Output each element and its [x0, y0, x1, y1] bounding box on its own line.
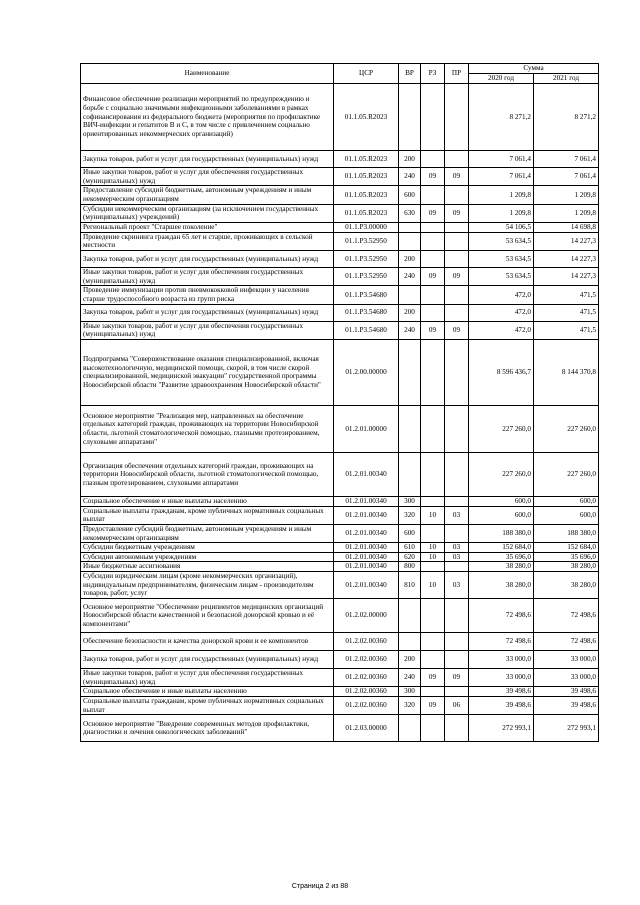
row-2021-cell: 14 698,8: [534, 222, 599, 232]
row-2020-cell: 53 634,5: [469, 268, 534, 286]
row-vr-cell: 630: [399, 204, 421, 222]
row-name-cell: Закупка товаров, работ и услуг для государственных (муниципальных) нужд: [81, 151, 334, 168]
row-rz-cell: [421, 151, 445, 168]
table-row: [81, 572, 599, 599]
row-name-cell: Иные закупки товаров, работ и услуг для обеспечения государственных (муниципальных) нужд: [81, 321, 334, 339]
row-2020-cell: 54 106,5: [469, 222, 534, 232]
row-rz-cell: [421, 524, 445, 542]
row-csr-cell: 01.1.05.R2023: [334, 168, 399, 186]
row-name-cell: Закупка товаров, работ и услуг для государственных (муниципальных) нужд: [81, 251, 334, 268]
row-2020-cell: 8 596 436,7: [469, 339, 534, 405]
row-2021-cell: 272 993,1: [534, 715, 599, 742]
row-2021-cell: 7 061,4: [534, 151, 599, 168]
row-vr-cell: 240: [399, 321, 421, 339]
row-rz-cell: 09: [421, 321, 445, 339]
row-2020-cell: 53 634,5: [469, 232, 534, 250]
row-2020-cell: 39 498,6: [469, 687, 534, 697]
row-pr-cell: [445, 286, 469, 304]
row-2020-cell: 472,0: [469, 321, 534, 339]
row-pr-cell: [445, 633, 469, 651]
row-csr-cell: 01.1.05.R2023: [334, 186, 399, 204]
row-2021-cell: 14 227,3: [534, 268, 599, 286]
table-row: [81, 84, 599, 151]
row-pr-cell: [445, 715, 469, 742]
row-csr-cell: 01.2.01.00000: [334, 405, 399, 452]
table-row: [81, 268, 599, 286]
table-row: [81, 552, 599, 562]
row-pr-cell: [445, 405, 469, 452]
row-2020-cell: 7 061,4: [469, 168, 534, 186]
row-2020-cell: 33 000,0: [469, 669, 534, 687]
row-vr-cell: 610: [399, 543, 421, 553]
row-rz-cell: 09: [421, 168, 445, 186]
row-name-cell: Основное мероприятие "Обеспечение реципиентов медицинских организаций Новосибирской области качественной и безопасной донорской кровью и её компонентами": [81, 599, 334, 633]
row-rz-cell: 10: [421, 572, 445, 599]
row-2021-cell: 33 000,0: [534, 669, 599, 687]
row-name-cell: Субсидии юридическим лицам (кроме некоммерческих организаций), индивидуальным предпринимателям, физическим лицам - производителям товаров, работ, услуг: [81, 572, 334, 599]
row-2021-cell: 72 498,6: [534, 599, 599, 633]
row-2021-cell: 227 260,0: [534, 452, 599, 496]
row-rz-cell: [421, 496, 445, 506]
row-name-cell: Социальное обеспечение и иные выплаты населению: [81, 496, 334, 506]
row-csr-cell: 01.1.P3.00000: [334, 222, 399, 232]
row-pr-cell: [445, 151, 469, 168]
row-csr-cell: 01.1.P3.52950: [334, 268, 399, 286]
row-2020-cell: 38 280,0: [469, 572, 534, 599]
row-rz-cell: [421, 651, 445, 669]
row-2020-cell: 7 061,4: [469, 151, 534, 168]
row-2020-cell: 152 684,0: [469, 543, 534, 553]
row-vr-cell: [399, 286, 421, 304]
row-2021-cell: 38 280,0: [534, 562, 599, 572]
row-vr-cell: 600: [399, 524, 421, 542]
table-row: [81, 204, 599, 222]
row-name-cell: Иные бюджетные ассигнования: [81, 562, 334, 572]
row-vr-cell: 240: [399, 268, 421, 286]
row-vr-cell: 200: [399, 304, 421, 321]
row-csr-cell: 01.2.01.00340: [334, 496, 399, 506]
table-row: [81, 251, 599, 268]
row-pr-cell: [445, 524, 469, 542]
row-2021-cell: 1 209,8: [534, 186, 599, 204]
table-row: [81, 232, 599, 250]
row-rz-cell: [421, 452, 445, 496]
row-name-cell: Социальные выплаты гражданам, кроме публичных нормативных социальных выплат: [81, 697, 334, 715]
row-vr-cell: [399, 452, 421, 496]
table-row: [81, 168, 599, 186]
row-2021-cell: 152 684,0: [534, 543, 599, 553]
row-vr-cell: 600: [399, 186, 421, 204]
row-pr-cell: [445, 452, 469, 496]
row-2021-cell: 8 144 370,8: [534, 339, 599, 405]
table-row: [81, 321, 599, 339]
row-2021-cell: 471,5: [534, 304, 599, 321]
budget-table: [80, 63, 599, 742]
row-2020-cell: 8 271,2: [469, 84, 534, 151]
row-2020-cell: 472,0: [469, 286, 534, 304]
table-row: [81, 599, 599, 633]
table-row: [81, 151, 599, 168]
row-vr-cell: 320: [399, 697, 421, 715]
row-2020-cell: 39 498,6: [469, 697, 534, 715]
row-vr-cell: [399, 599, 421, 633]
row-rz-cell: 10: [421, 552, 445, 562]
row-vr-cell: [399, 633, 421, 651]
row-csr-cell: 01.2.01.00340: [334, 552, 399, 562]
row-name-cell: Организация обеспечения отдельных категорий граждан, проживающих на территории Новосибирской области, льготной стоматологической помощью, глазным протезированием, слуховыми аппаратами: [81, 452, 334, 496]
row-csr-cell: 01.1.P3.54680: [334, 286, 399, 304]
row-csr-cell: 01.1.05.R2023: [334, 151, 399, 168]
row-vr-cell: 810: [399, 572, 421, 599]
row-2021-cell: 471,5: [534, 286, 599, 304]
row-csr-cell: 01.2.02.00360: [334, 633, 399, 651]
row-pr-cell: 09: [445, 321, 469, 339]
row-rz-cell: [421, 599, 445, 633]
table-row: [81, 715, 599, 742]
row-csr-cell: 01.2.03.00000: [334, 715, 399, 742]
row-rz-cell: [421, 562, 445, 572]
table-row: [81, 669, 599, 687]
row-pr-cell: 03: [445, 506, 469, 524]
row-name-cell: Основное мероприятие "Внедрение современных методов профилактики, диагностики и лечения онкологических заболеваний": [81, 715, 334, 742]
row-csr-cell: 01.2.01.00340: [334, 452, 399, 496]
row-name-cell: Финансовое обеспечение реализации мероприятий по предупреждению и борьбе с социально значимыми инфекционными заболеваниями в рамках софинансирования из федерального бюджета (мероприятия по профилактике ВИЧ-инфекции и гепатитов В и С, в том числе с привлечением социально ориентированных некоммерческих организаций): [81, 84, 334, 151]
table-row: [81, 222, 599, 232]
column-header-2021: 2021 год: [534, 74, 599, 84]
row-vr-cell: [399, 222, 421, 232]
row-vr-cell: [399, 715, 421, 742]
row-vr-cell: [399, 405, 421, 452]
row-2020-cell: 188 380,0: [469, 524, 534, 542]
row-2020-cell: 1 209,8: [469, 204, 534, 222]
row-csr-cell: 01.1.P3.52950: [334, 251, 399, 268]
row-vr-cell: 320: [399, 506, 421, 524]
row-2021-cell: 38 280,0: [534, 572, 599, 599]
row-2020-cell: 38 280,0: [469, 562, 534, 572]
row-vr-cell: 240: [399, 168, 421, 186]
row-2020-cell: 227 260,0: [469, 452, 534, 496]
row-vr-cell: 240: [399, 669, 421, 687]
row-rz-cell: 10: [421, 543, 445, 553]
row-2021-cell: 188 380,0: [534, 524, 599, 542]
row-name-cell: Проведение скрининга граждан 65 лет и старше, проживающих в сельской местности: [81, 232, 334, 250]
row-rz-cell: [421, 633, 445, 651]
row-csr-cell: 01.2.01.00340: [334, 524, 399, 542]
row-2020-cell: 600,0: [469, 506, 534, 524]
row-name-cell: Предоставление субсидий бюджетным, автономным учреждениям и иным некоммерческим организациям: [81, 524, 334, 542]
row-vr-cell: 200: [399, 651, 421, 669]
row-2021-cell: 8 271,2: [534, 84, 599, 151]
row-2021-cell: 14 227,3: [534, 251, 599, 268]
row-name-cell: Обеспечение безопасности и качества донорской крови и ее компонентов: [81, 633, 334, 651]
table-row: [81, 304, 599, 321]
row-csr-cell: 01.2.02.00360: [334, 687, 399, 697]
row-2021-cell: 227 260,0: [534, 405, 599, 452]
row-2021-cell: 72 498,6: [534, 633, 599, 651]
row-2021-cell: 39 498,6: [534, 697, 599, 715]
row-rz-cell: [421, 339, 445, 405]
row-2021-cell: 14 227,3: [534, 232, 599, 250]
column-header-rz: РЗ: [421, 64, 445, 84]
row-name-cell: Социальное обеспечение и иные выплаты населению: [81, 687, 334, 697]
row-2020-cell: 53 634,5: [469, 251, 534, 268]
row-csr-cell: 01.2.01.00340: [334, 506, 399, 524]
row-vr-cell: 620: [399, 552, 421, 562]
row-pr-cell: [445, 232, 469, 250]
table-row: [81, 633, 599, 651]
row-name-cell: Основное мероприятие "Реализация мер, направленных на обеспечение отдельных категорий граждан, проживающих на территории Новосибирской области, льготной стоматологической помощью, глазными протезированием, слуховыми аппаратами": [81, 405, 334, 452]
row-csr-cell: 01.2.01.00340: [334, 543, 399, 553]
row-pr-cell: [445, 84, 469, 151]
row-vr-cell: 800: [399, 562, 421, 572]
row-pr-cell: [445, 651, 469, 669]
row-csr-cell: 01.1.P3.52950: [334, 232, 399, 250]
row-2021-cell: 33 000,0: [534, 651, 599, 669]
row-rz-cell: 09: [421, 697, 445, 715]
row-name-cell: Региональный проект "Старшее поколение": [81, 222, 334, 232]
table-row: [81, 687, 599, 697]
table-row: [81, 562, 599, 572]
row-rz-cell: 09: [421, 204, 445, 222]
row-rz-cell: 10: [421, 506, 445, 524]
column-header-sum: Сумма: [469, 64, 599, 74]
row-vr-cell: [399, 339, 421, 405]
row-vr-cell: [399, 84, 421, 151]
row-csr-cell: 01.2.01.00340: [334, 562, 399, 572]
row-name-cell: Иные закупки товаров, работ и услуг для обеспечения государственных (муниципальных) нужд: [81, 168, 334, 186]
row-2021-cell: 600,0: [534, 506, 599, 524]
row-pr-cell: [445, 186, 469, 204]
table-row: [81, 186, 599, 204]
row-rz-cell: [421, 84, 445, 151]
row-rz-cell: 09: [421, 268, 445, 286]
row-name-cell: Иные закупки товаров, работ и услуг для обеспечения государственных (муниципальных) нужд: [81, 669, 334, 687]
row-csr-cell: 01.1.P3.54680: [334, 304, 399, 321]
row-rz-cell: [421, 222, 445, 232]
row-pr-cell: [445, 599, 469, 633]
table-row: [81, 405, 599, 452]
row-pr-cell: [445, 304, 469, 321]
row-2021-cell: 39 498,6: [534, 687, 599, 697]
row-csr-cell: 01.2.02.00360: [334, 697, 399, 715]
table-row: [81, 452, 599, 496]
table-row: [81, 339, 599, 405]
page-footer: Страница 2 из 88: [291, 883, 349, 890]
row-2020-cell: 72 498,6: [469, 633, 534, 651]
row-pr-cell: [445, 496, 469, 506]
row-name-cell: Проведение иммунизации против пневмококковой инфекции у населения старше трудоспособного возраста из групп риска: [81, 286, 334, 304]
table-row: [81, 506, 599, 524]
row-vr-cell: 300: [399, 687, 421, 697]
row-pr-cell: 03: [445, 543, 469, 553]
table-row: [81, 524, 599, 542]
table-row: [81, 651, 599, 669]
row-2020-cell: 227 260,0: [469, 405, 534, 452]
row-pr-cell: 06: [445, 697, 469, 715]
table-row: [81, 697, 599, 715]
column-header-vr: ВР: [399, 64, 421, 84]
row-pr-cell: 09: [445, 669, 469, 687]
row-name-cell: Социальные выплаты гражданам, кроме публичных нормативных социальных выплат: [81, 506, 334, 524]
row-name-cell: Субсидии автономным учреждениям: [81, 552, 334, 562]
row-csr-cell: 01.2.02.00360: [334, 651, 399, 669]
row-rz-cell: [421, 286, 445, 304]
table-body: [81, 84, 599, 742]
row-vr-cell: 200: [399, 251, 421, 268]
row-csr-cell: 01.2.02.00360: [334, 669, 399, 687]
row-pr-cell: 09: [445, 268, 469, 286]
row-name-cell: Субсидии бюджетным учреждениям: [81, 543, 334, 553]
row-pr-cell: 09: [445, 168, 469, 186]
row-2020-cell: 272 993,1: [469, 715, 534, 742]
row-pr-cell: [445, 222, 469, 232]
row-2021-cell: 600,0: [534, 496, 599, 506]
column-header-pr: ПР: [445, 64, 469, 84]
row-rz-cell: [421, 186, 445, 204]
row-csr-cell: 01.1.05.R2023: [334, 204, 399, 222]
table-row: [81, 496, 599, 506]
row-name-cell: Предоставление субсидий бюджетным, автономным учреждениям и иным некоммерческим организациям: [81, 186, 334, 204]
row-csr-cell: 01.1.05.R2023: [334, 84, 399, 151]
row-2020-cell: 600,0: [469, 496, 534, 506]
column-header-csr: ЦСР: [334, 64, 399, 84]
column-header-name: Наименование: [81, 64, 334, 84]
row-2021-cell: 35 696,0: [534, 552, 599, 562]
row-2021-cell: 1 209,8: [534, 204, 599, 222]
row-pr-cell: [445, 251, 469, 268]
row-2020-cell: 35 696,0: [469, 552, 534, 562]
row-pr-cell: 03: [445, 572, 469, 599]
row-rz-cell: [421, 232, 445, 250]
row-pr-cell: 09: [445, 204, 469, 222]
row-2020-cell: 72 498,6: [469, 599, 534, 633]
row-rz-cell: [421, 251, 445, 268]
column-header-2020: 2020 год: [469, 74, 534, 84]
row-name-cell: Субсидии некоммерческим организациям (за исключением государственных (муниципальных) учреждений): [81, 204, 334, 222]
row-2020-cell: 33 000,0: [469, 651, 534, 669]
row-pr-cell: [445, 339, 469, 405]
row-pr-cell: 03: [445, 552, 469, 562]
table-row: [81, 286, 599, 304]
row-2020-cell: 1 209,8: [469, 186, 534, 204]
row-vr-cell: [399, 232, 421, 250]
row-pr-cell: [445, 562, 469, 572]
row-csr-cell: 01.1.P3.54680: [334, 321, 399, 339]
row-2020-cell: 472,0: [469, 304, 534, 321]
row-name-cell: Подпрограмма "Совершенствование оказания специализированной, включая высокотехнологичную, медицинской помощи, скорой, в том числе скорой специализированной, медицинской эвакуации" государственной программы Новосибирской области "Развитие здравоохранения Новосибирской области": [81, 339, 334, 405]
row-rz-cell: [421, 715, 445, 742]
row-2021-cell: 7 061,4: [534, 168, 599, 186]
row-csr-cell: 01.2.02.00000: [334, 599, 399, 633]
row-vr-cell: 300: [399, 496, 421, 506]
row-name-cell: Закупка товаров, работ и услуг для государственных (муниципальных) нужд: [81, 651, 334, 669]
row-csr-cell: 01.2.01.00340: [334, 572, 399, 599]
row-csr-cell: 01.2.00.00000: [334, 339, 399, 405]
row-2021-cell: 471,5: [534, 321, 599, 339]
table-row: [81, 543, 599, 553]
row-vr-cell: 200: [399, 151, 421, 168]
row-name-cell: Закупка товаров, работ и услуг для государственных (муниципальных) нужд: [81, 304, 334, 321]
row-rz-cell: 09: [421, 669, 445, 687]
row-name-cell: Иные закупки товаров, работ и услуг для обеспечения государственных (муниципальных) нужд: [81, 268, 334, 286]
row-pr-cell: [445, 687, 469, 697]
row-rz-cell: [421, 304, 445, 321]
row-rz-cell: [421, 405, 445, 452]
row-rz-cell: [421, 687, 445, 697]
